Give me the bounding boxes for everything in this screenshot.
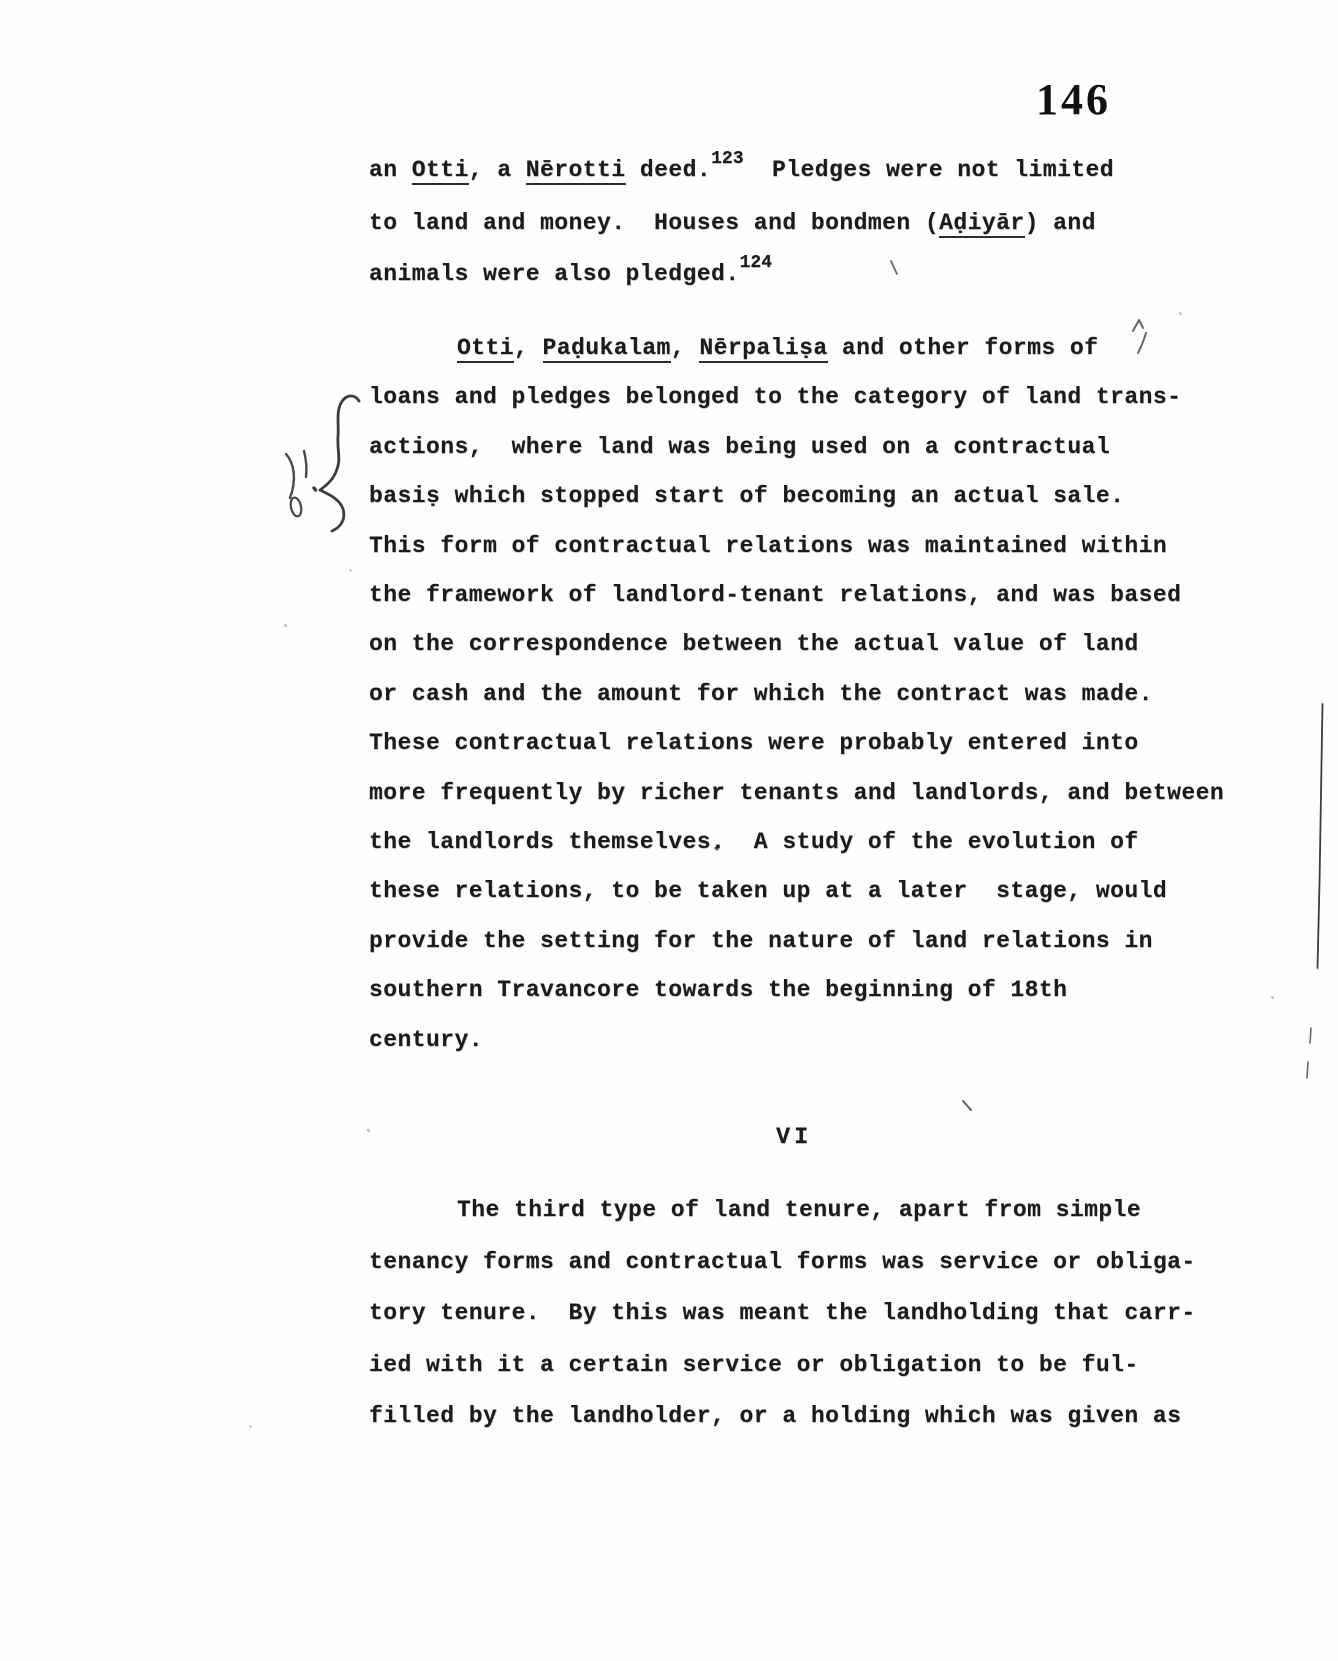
paper-speck (350, 570, 351, 571)
paper-speck (1272, 997, 1273, 998)
text-segment: an (369, 157, 412, 183)
underlined-term: Aḍiyār (939, 210, 1025, 236)
text-line (369, 423, 1224, 472)
text-segment: and other forms of (827, 335, 1099, 361)
text-segment: actions, where land was being used on a contractual (369, 433, 1111, 460)
text-segment: southern Travancore towards the beginning of 18th (369, 977, 1068, 1004)
text-segment: basiṣ which stopped start of becoming an actual sale. (369, 483, 1125, 510)
paper-speck (1180, 313, 1181, 314)
text-segment: more frequently by richer tenants and landlords, and between (369, 779, 1225, 806)
underlined-term: Nērotti (525, 157, 626, 183)
text-line (369, 373, 1224, 422)
text-line (369, 917, 1224, 966)
text-line (369, 571, 1224, 620)
text-segment: deed. (625, 157, 712, 183)
paragraph-otti-padukalam (369, 324, 1224, 1065)
text-segment: This form of contractual relations was maintained within (369, 532, 1168, 559)
text-segment: These contractual relations were probably entered into (369, 730, 1139, 757)
text-segment: , (514, 335, 543, 361)
margin-dot-mark (314, 488, 316, 490)
text-segment: ied with it a certain service or obligation to be ful- (369, 1351, 1139, 1378)
text-line (369, 867, 1224, 916)
text-segment: filled by the landholder, or a holding which was given as (369, 1403, 1182, 1429)
paper-speck (250, 1426, 251, 1427)
text-segment: provide the setting for the nature of land relations in (369, 927, 1153, 954)
text-segment: tory tenure. By this was meant the landholding that carr- (369, 1300, 1196, 1326)
text-line (369, 966, 1224, 1015)
text-segment: the framework of landlord-tenant relations, and was based (369, 582, 1182, 609)
text-line (369, 249, 1114, 302)
text-segment: century. (369, 1026, 484, 1053)
section-heading: VI (776, 1124, 813, 1151)
text-segment: , (670, 335, 700, 361)
text-line (369, 670, 1224, 719)
paper-speck (368, 1130, 369, 1131)
page-number: 146 (1036, 75, 1111, 124)
text-segment: , a (468, 157, 526, 183)
text-segment: loans and pledges belonged to the category of land trans- (369, 384, 1182, 411)
text-segment: to land and money. Houses and bondmen ( (369, 210, 940, 236)
right-vertical-rule-mark (1318, 704, 1323, 968)
text-segment: or cash and the amount for which the contract was made. (369, 680, 1153, 707)
text-segment: these relations, to be taken up at a later stage, would (369, 878, 1168, 905)
text-line (369, 1288, 1196, 1340)
right-dash-upper-mark (1310, 1028, 1311, 1043)
paragraph-third-tenure (369, 1185, 1196, 1443)
margin-curly-brace-mark (320, 396, 359, 531)
text-line (369, 145, 1114, 198)
text-segment: on the correspondence between the actual value of land (369, 631, 1139, 658)
text-line (369, 818, 1224, 867)
text-line (369, 1016, 1224, 1065)
text-line (369, 1391, 1196, 1443)
text-line (369, 769, 1224, 818)
text-line (369, 719, 1224, 768)
footnote-reference: 123 (711, 149, 744, 169)
text-line (369, 198, 1114, 249)
text-line (369, 324, 1224, 373)
text-segment: Pledges were not limited (743, 157, 1115, 183)
text-segment: tenancy forms and contractual forms was service or obliga- (369, 1248, 1196, 1275)
underlined-term: Otti (411, 157, 469, 183)
text-line (369, 522, 1224, 571)
underlined-term: Nērpaliṣa (699, 335, 828, 361)
text-segment: ) and (1024, 210, 1096, 236)
margin-close-paren-mark (286, 454, 294, 498)
text-line (369, 1237, 1196, 1289)
underlined-term: Paḍukalam (542, 335, 671, 361)
margin-zero-glyph-mark (289, 497, 303, 518)
text-line (369, 1340, 1196, 1392)
text-segment: animals were also pledged. (369, 261, 740, 287)
tick-above-heading-mark (963, 1101, 971, 1110)
right-dash-lower-mark (1307, 1062, 1308, 1078)
margin-short-stroke-mark (304, 451, 306, 477)
text-line (369, 472, 1224, 521)
footnote-reference: 124 (739, 253, 772, 273)
underlined-term: Otti (457, 335, 515, 361)
text-segment: The third type of land tenure, apart from simple (457, 1197, 1142, 1223)
text-segment: the landlords themselves. A study of the evolution of (369, 829, 1139, 856)
paragraph-pledges (369, 145, 1114, 302)
text-line (369, 1185, 1196, 1237)
text-line (369, 620, 1224, 669)
paper-speck (285, 625, 286, 626)
